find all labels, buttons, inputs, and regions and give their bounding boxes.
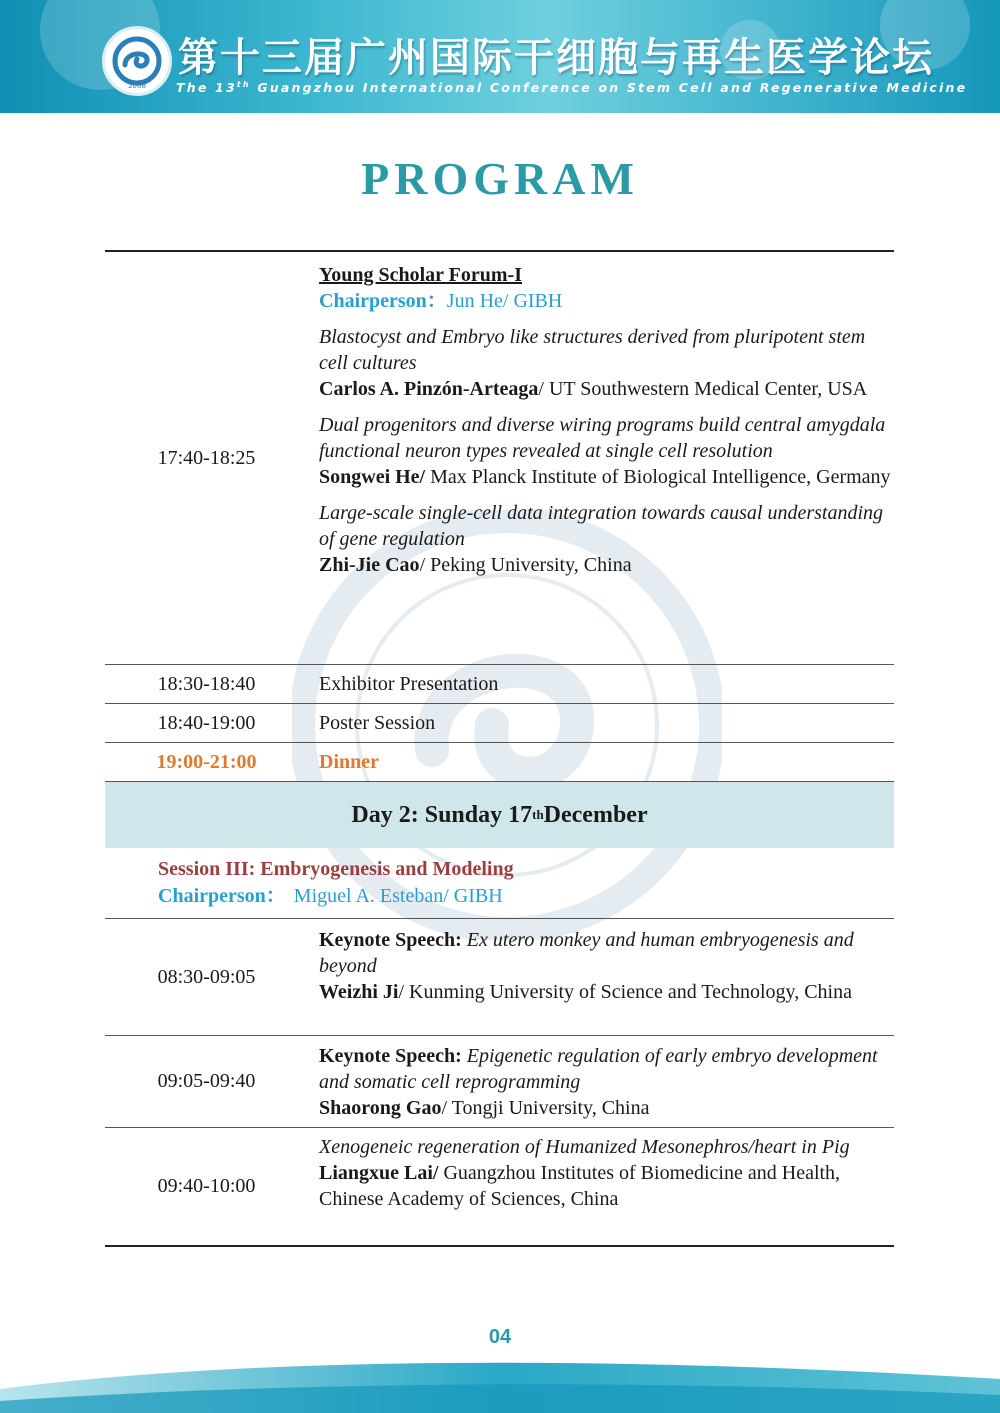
- time-cell: 19:00-21:00: [156, 750, 257, 773]
- time-cell: 09:40-10:00: [157, 1175, 256, 1197]
- program-table: [105, 250, 894, 1247]
- speaker-name: Shaorong Gao: [319, 1097, 442, 1119]
- talk-item: [308, 919, 894, 1035]
- page-title: PROGRAM: [361, 153, 639, 204]
- event-label: Poster Session: [319, 712, 436, 734]
- table-row: [105, 252, 894, 665]
- header-banner: [0, 0, 1000, 113]
- speaker-affiliation: / Kunming University of Science and Technology, China: [398, 981, 852, 1003]
- time-cell: 09:05-09:40: [157, 1070, 256, 1092]
- time-cell: 18:30-18:40: [157, 672, 256, 695]
- table-row: [105, 919, 894, 1036]
- forum-chair: [319, 288, 894, 314]
- page-number: 04: [488, 1326, 512, 1348]
- chair-name: Miguel A. Esteban/ GIBH: [293, 885, 503, 907]
- talk-title: Epigenetic regulation of early embryo development and somatic cell reprogramming: [319, 1045, 878, 1093]
- talk-title: Large-scale single-cell data integration towards causal understanding of gene regulation: [319, 502, 884, 550]
- speaker-affiliation: Guangzhou Institutes of Biomedicine and Health, Chinese Academy of Sciences, China: [319, 1162, 841, 1210]
- table-row: [105, 1128, 894, 1247]
- speaker-name: Liangxue Lai/: [319, 1162, 439, 1184]
- speaker-affiliation: Max Planck Institute of Biological Intelligence, Germany: [425, 466, 891, 488]
- talk-title: Ex utero monkey and human embryogenesis and beyond: [319, 929, 854, 977]
- footer-wave: [0, 1355, 1000, 1413]
- day-header: Day 2: Sunday 17 th December: [105, 782, 894, 848]
- forum-content: [308, 252, 894, 664]
- time-cell: 08:30-09:05: [157, 965, 256, 988]
- speaker-name: Carlos A. Pinzón-Arteaga: [319, 378, 539, 400]
- talk-title: Dual progenitors and diverse wiring programs build central amygdala functional neuron types revealed at single cell resolution: [319, 414, 886, 462]
- conference-logo: [102, 26, 172, 96]
- talk-type: Keynote Speech:: [319, 1045, 467, 1067]
- event-label: Dinner: [319, 751, 379, 773]
- logo-year: 2008: [128, 82, 146, 90]
- event-label: Exhibitor Presentation: [319, 673, 499, 695]
- speaker-name: Songwei He/: [319, 466, 426, 488]
- conference-title-english: The 13th Guangzhou International Conference on Stem Cell and Regenerative Medicine: [176, 80, 968, 96]
- talk-type: Keynote Speech:: [319, 929, 467, 951]
- chair-label: Chairperson：: [158, 885, 286, 907]
- chair-name: Jun He/ GIBH: [446, 290, 563, 312]
- conference-title-chinese: 第十三届广州国际干细胞与再生医学论坛: [178, 35, 934, 81]
- table-row: [105, 743, 894, 782]
- talk-title: Blastocyst and Embryo like structures derived from pluripotent stem cell cultures: [319, 326, 866, 374]
- session-header: [105, 848, 894, 919]
- time-cell: 18:40-19:00: [157, 711, 256, 734]
- talk-item: [319, 412, 894, 490]
- speaker-affiliation: / Peking University, China: [419, 554, 632, 576]
- time-cell: 17:40-18:25: [157, 446, 256, 469]
- chair-label: Chairperson：: [319, 290, 447, 312]
- speaker-affiliation: / UT Southwestern Medical Center, USA: [538, 378, 868, 400]
- table-row: [105, 704, 894, 743]
- talk-item: [319, 500, 894, 578]
- forum-title: Young Scholar Forum-I: [319, 264, 522, 286]
- speaker-affiliation: / Tongji University, China: [441, 1097, 650, 1119]
- table-row: [105, 665, 894, 704]
- session-title: Session III: Embryogenesis and Modeling: [158, 858, 514, 880]
- talk-item: [308, 1128, 894, 1245]
- speaker-name: Weizhi Ji: [319, 981, 399, 1003]
- talk-item: [308, 1036, 894, 1127]
- talk-title: Xenogeneic regeneration of Humanized Mesonephros/heart in Pig: [319, 1136, 850, 1158]
- swirl-icon: [105, 29, 169, 93]
- speaker-name: Zhi-Jie Cao: [319, 554, 420, 576]
- table-row: [105, 1036, 894, 1128]
- talk-item: [319, 324, 894, 402]
